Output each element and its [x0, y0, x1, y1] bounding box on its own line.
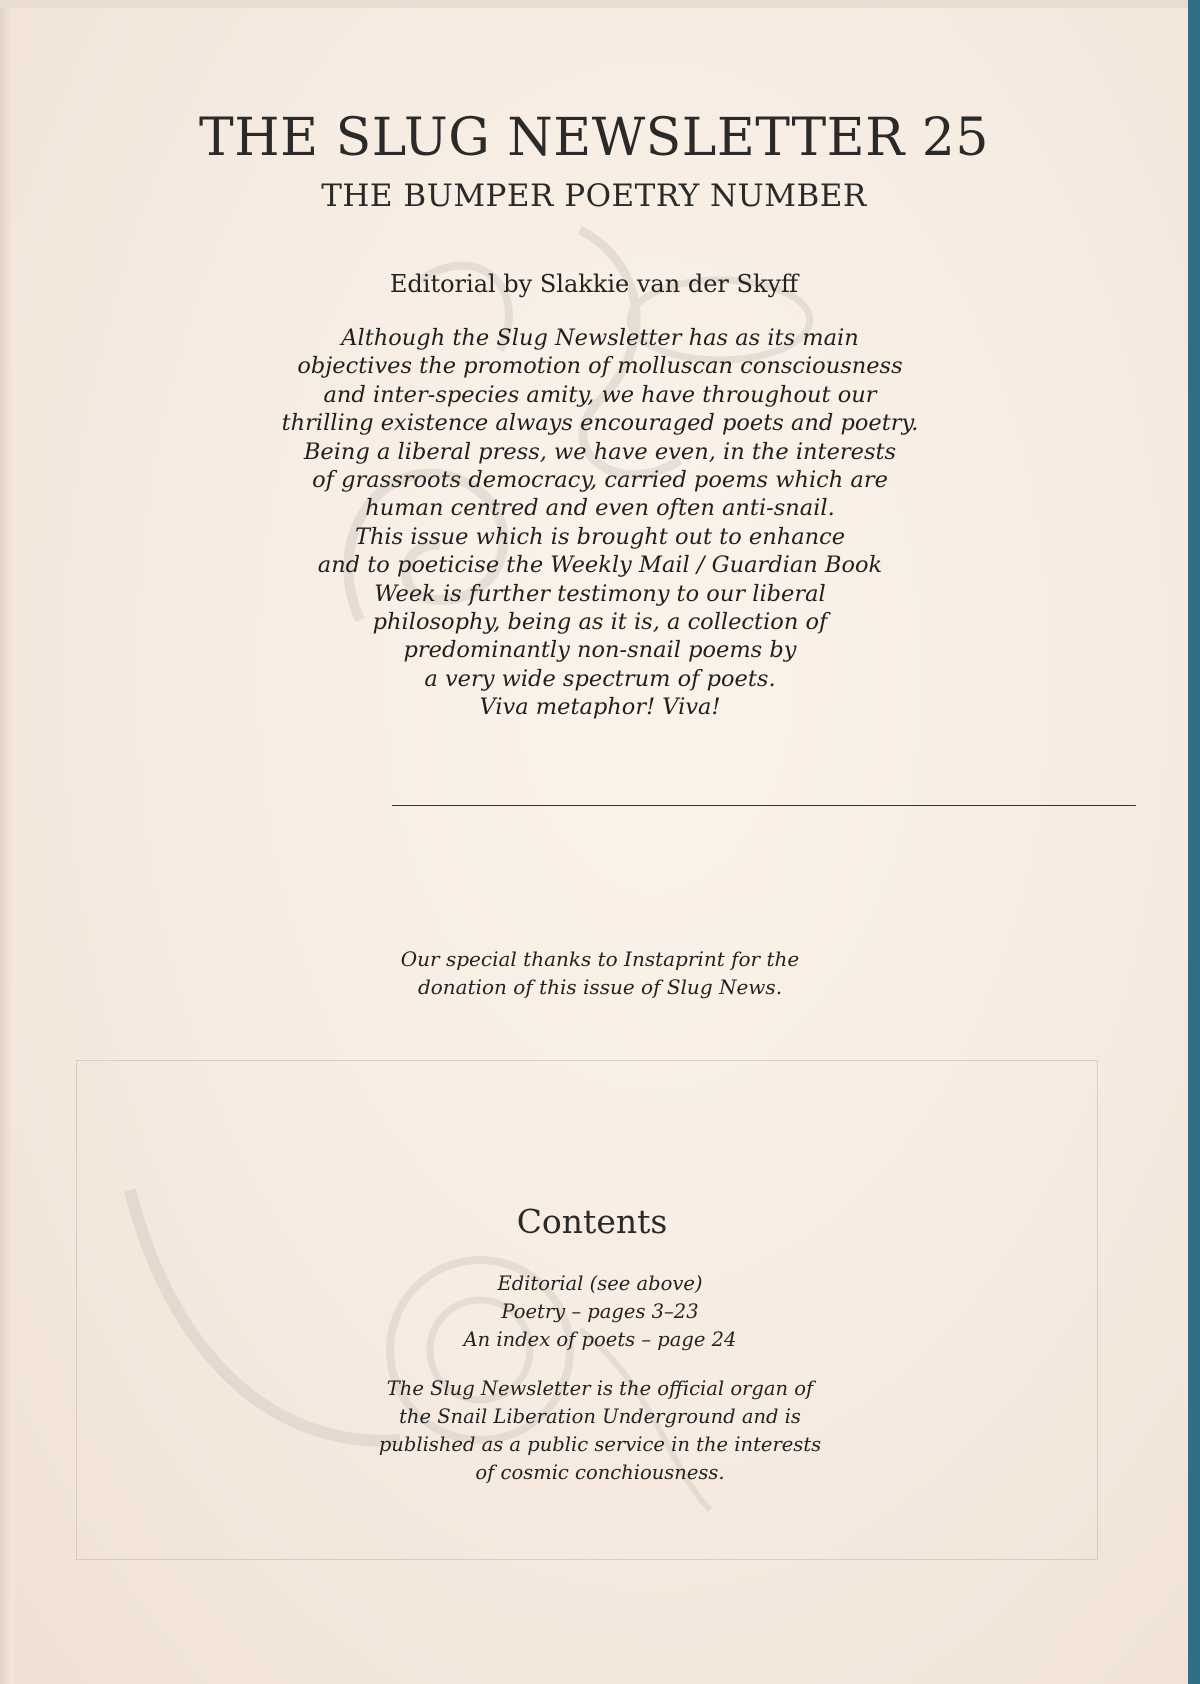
statement-line: of cosmic conchiousness.: [475, 1461, 725, 1484]
editorial-line: thrilling existence always encouraged poets and poetry.: [281, 410, 919, 437]
editorial-line: Although the Slug Newsletter has as its main: [341, 325, 859, 351]
editorial-line: Being a liberal press, we have even, in the interests: [303, 438, 897, 465]
contents-list: [380, 1270, 820, 1354]
editorial-line: human centred and even often anti-snail.: [365, 495, 835, 522]
page-spine-shadow: [0, 0, 14, 1684]
editorial-line: Week is further testimony to our liberal: [374, 580, 826, 607]
page-subtitle: THE BUMPER POETRY NUMBER: [321, 178, 867, 214]
thanks-line: Our special thanks to Instaprint for the: [400, 947, 800, 971]
editorial-line: and inter-species amity, we have throughout our: [323, 381, 877, 408]
contents-heading: Contents: [516, 1202, 668, 1241]
contents-item: An index of poets – page 24: [463, 1328, 737, 1351]
editorial-body: [230, 324, 970, 722]
editorial-heading: Editorial by Slakkie van der Skyff: [389, 270, 799, 298]
statement-line: published as a public service in the interests: [378, 1433, 822, 1456]
publication-statement: [330, 1375, 870, 1487]
thanks-line: donation of this issue of Slug News.: [417, 975, 783, 999]
editorial-line: a very wide spectrum of poets.: [424, 665, 776, 692]
editorial-line: predominantly non-snail poems by: [403, 637, 797, 664]
statement-line: The Slug Newsletter is the official organ of: [386, 1377, 814, 1400]
page-title: THE SLUG NEWSLETTER 25: [199, 108, 989, 168]
thanks-note: [330, 945, 870, 1001]
editorial-line: This issue which is brought out to enhance: [354, 523, 846, 550]
contents-item: Editorial (see above): [497, 1272, 703, 1295]
page-top-edge: [0, 0, 1188, 8]
editorial-line: Viva metaphor! Viva!: [479, 694, 721, 721]
editorial-line: of grassroots democracy, carried poems which are: [312, 467, 888, 494]
editorial-line: objectives the promotion of molluscan consciousness: [297, 353, 903, 380]
horizontal-divider: [392, 805, 1136, 806]
editorial-line: philosophy, being as it is, a collection of: [372, 609, 828, 636]
editorial-line: and to poeticise the Weekly Mail / Guardian Book: [317, 552, 883, 579]
contents-item: Poetry – pages 3–23: [501, 1300, 699, 1323]
statement-line: the Snail Liberation Underground and is: [399, 1405, 801, 1428]
